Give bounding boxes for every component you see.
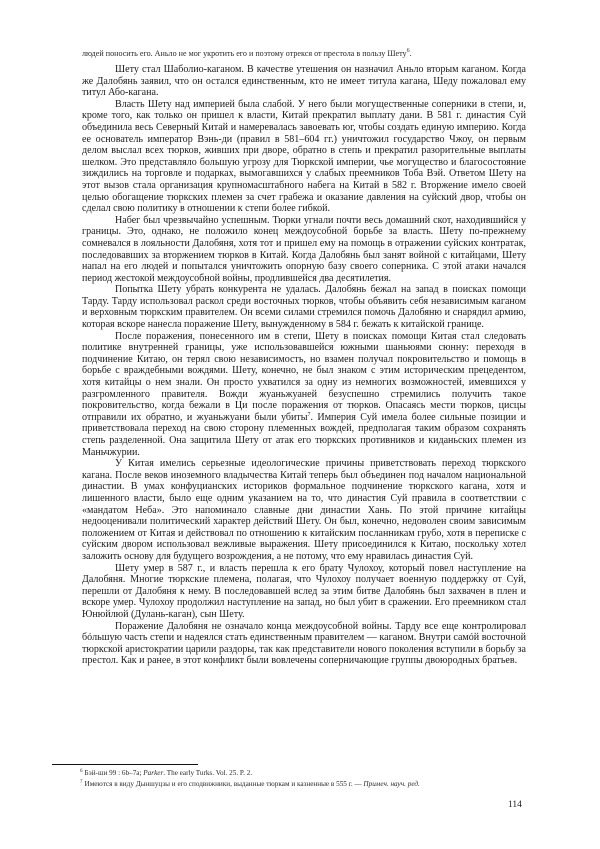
paragraph-2: Власть Шету над империей была слабой. У него были могущественные соперники в степи, и, кроме того, как только он пришел к власти, Китай прекратил выплату дани. В 581 г. династия Суй объединила весь Северный Китай и намеревалась завоевать юг, чтобы создать единую империю. Когда ее основатель император Вэнь-ди (правил в 581–604 гг.) уничтожил государство Чжоу, он первым делом выслал всех тюрков, живших при дворе, обратно в степь и прекратил разорительные выплаты шелком. Это представляло большую угрозу для Тюркской империи, чье могущество и благосостояние зиждились на торговле и подарках, вымогавшихся у слабых преемников Тоба Вэй. Ответом Шету на этот вызов стала организация крупномасштабного набега на Китай в 582 г. Вторжение имело своей целью обогащение тюркских племен за счет грабежа и оказание давления на суйский двор, чтобы он сделал свою политику в отношении к степи более гибкой. xyxy=(82,98,526,215)
paragraph-1: Шету стал Шаболио-каганом. В качестве утешения он назначил Аньло вторым каганом. Когда же Далобянь заявил, что он остался единственным, кто не имеет титула кагана, Шеду пожаловал ему титул Або-кагана. xyxy=(82,64,526,99)
paragraph-5: После поражения, понесенного им в степи, Шету в поисках помощи Китая стал следовать политике внутренней границы, уже использовавшейся южными шаньюями сюнну: переходя в подчинение Китаю, он терял свою независимость, но взамен получал покровительство и помощь в борьбе с враждебными вождями. Шету, конечно, не был знаком с этим историческим прецедентом, хотя китайцы о нем знали. Он просто ухватился за одну из немногих возможностей, имевшихся у разгромленного правителя. Вожди жуаньжуаней безуспешно стремились получить такое покровительство, когда бежали в Ци после поражения от тюрков. Опасаясь мести тюрков, цисцы отправили их обратно, и жуаньжуани были убиты$^7$. Империя Суй имела более сильные позиции и приветствовала переход на свою сторону племенных вождей, предполагая таким образом сохранять степь разделенной. Она защитила Шету от атак его тюркских противников и киданьских племен из Маньчжурии. xyxy=(82,330,526,458)
footnote-7: $^7$ Имеются в виду Дыншуцзы и его сподвижники, выданные тюркам и казненные в 555 г. — Примеч. науч. ред. xyxy=(80,779,420,788)
paragraph-7: Шету умер в 587 г., и власть перешла к его брату Чулохоу, который повел наступление на Далобяня. Многие тюркские племена, полагая, что Чулохоу получает военную поддержку от Суй, перешли от Далобяня к нему. В последовавшей вслед за этим битве Далобянь был захвачен в плен и вскоре умер. Чулохоу продолжил наступление на запад, но был убит в сражении. Его преемником стал Юнюйлюй (Дулань-каган), сын Шету. xyxy=(82,562,526,620)
page-number: 114 xyxy=(508,800,522,810)
paragraph-3: Набег был чрезвычайно успешным. Тюрки угнали почти весь домашний скот, находившийся у границы. Это, однако, не положило конец междоусобной борьбе за власть. Шету по-прежнему сомневался в лояльности Далобяня, хотя тот и пришел ему на помощь в отражении суйских контратак, последовавших за вторжением тюрков в Китай. Когда Далобянь был занят войной с китайцами, Шету напал на его людей и попытался уничтожить опорную базу своего соперника. С этой атаки начался период жестокой междоусобной войны, продлившейся два десятилетия. xyxy=(82,214,526,284)
paragraph-4: Попытка Шету убрать конкурента не удалась. Далобянь бежал на запад в поисках помощи Тарду. Тарду использовал раскол среди восточных тюрков, чтобы объявить себя независимым каганом и верховным тюркским правителем. Он всеми силами стремился помочь Далобяню и снарядил армию, которая вскоре нанесла поражение Шету, вынужденному в 584 г. бежать к китайской границе. xyxy=(82,284,526,331)
footnote-ref[interactable]: 7 xyxy=(307,411,311,418)
body-text xyxy=(82,48,526,667)
paragraph-6: У Китая имелись серьезные идеологические причины приветствовать переход тюркского кагана. После веков иноземного владычества Китай теперь был объединен под началом национальной династии. В умах конфуцианских историков формальное подчинение тюркского кагана, хотя и лишенного власти, было еще одним указанием на то, что династия Суй правила в соответствии с «мандатом Неба». Это напоминало славные дни династии Хань. По этой причине китайцы недооценивали политический характер действий Шету. Он был, конечно, недоволен своим зависимым положением от Китая и действовал по отношению к китайским посланникам грубо, хотя в переписке с суйским двором использовал вежливые выражения. Шету присоединился к Китаю, поскольку хотел заложить основу для будущего возрождения, а не потому, что ему нравилась династия Суй. xyxy=(82,458,526,562)
footnote-ref[interactable]: 6 xyxy=(406,48,410,54)
footnote-divider xyxy=(52,764,198,765)
footnote-6: $^6$ Бэй-ши 99 : 6b–7a; Parker. The early Turks. Vol. 25. P. 2. xyxy=(80,769,253,777)
paragraph-8: Поражение Далобяня не означало конца междоусобной войны. Тарду все еще контролировал бóльшую часть степи и надеялся стать единственным правителем — каганом. Внутри самóй восточной тюркской аристократии царили раздоры, так как представители нового поколения вступили в борьбу за престол. Как и ранее, в этот конфликт были вовлечены соперничающие группы двоюродных братьев. xyxy=(82,620,526,667)
continued-line: людей поносить его. Аньло не мог укротить его и поэтому отрекся от престола в пользу Шету$^6$. xyxy=(82,48,412,58)
footnotes xyxy=(52,768,552,789)
